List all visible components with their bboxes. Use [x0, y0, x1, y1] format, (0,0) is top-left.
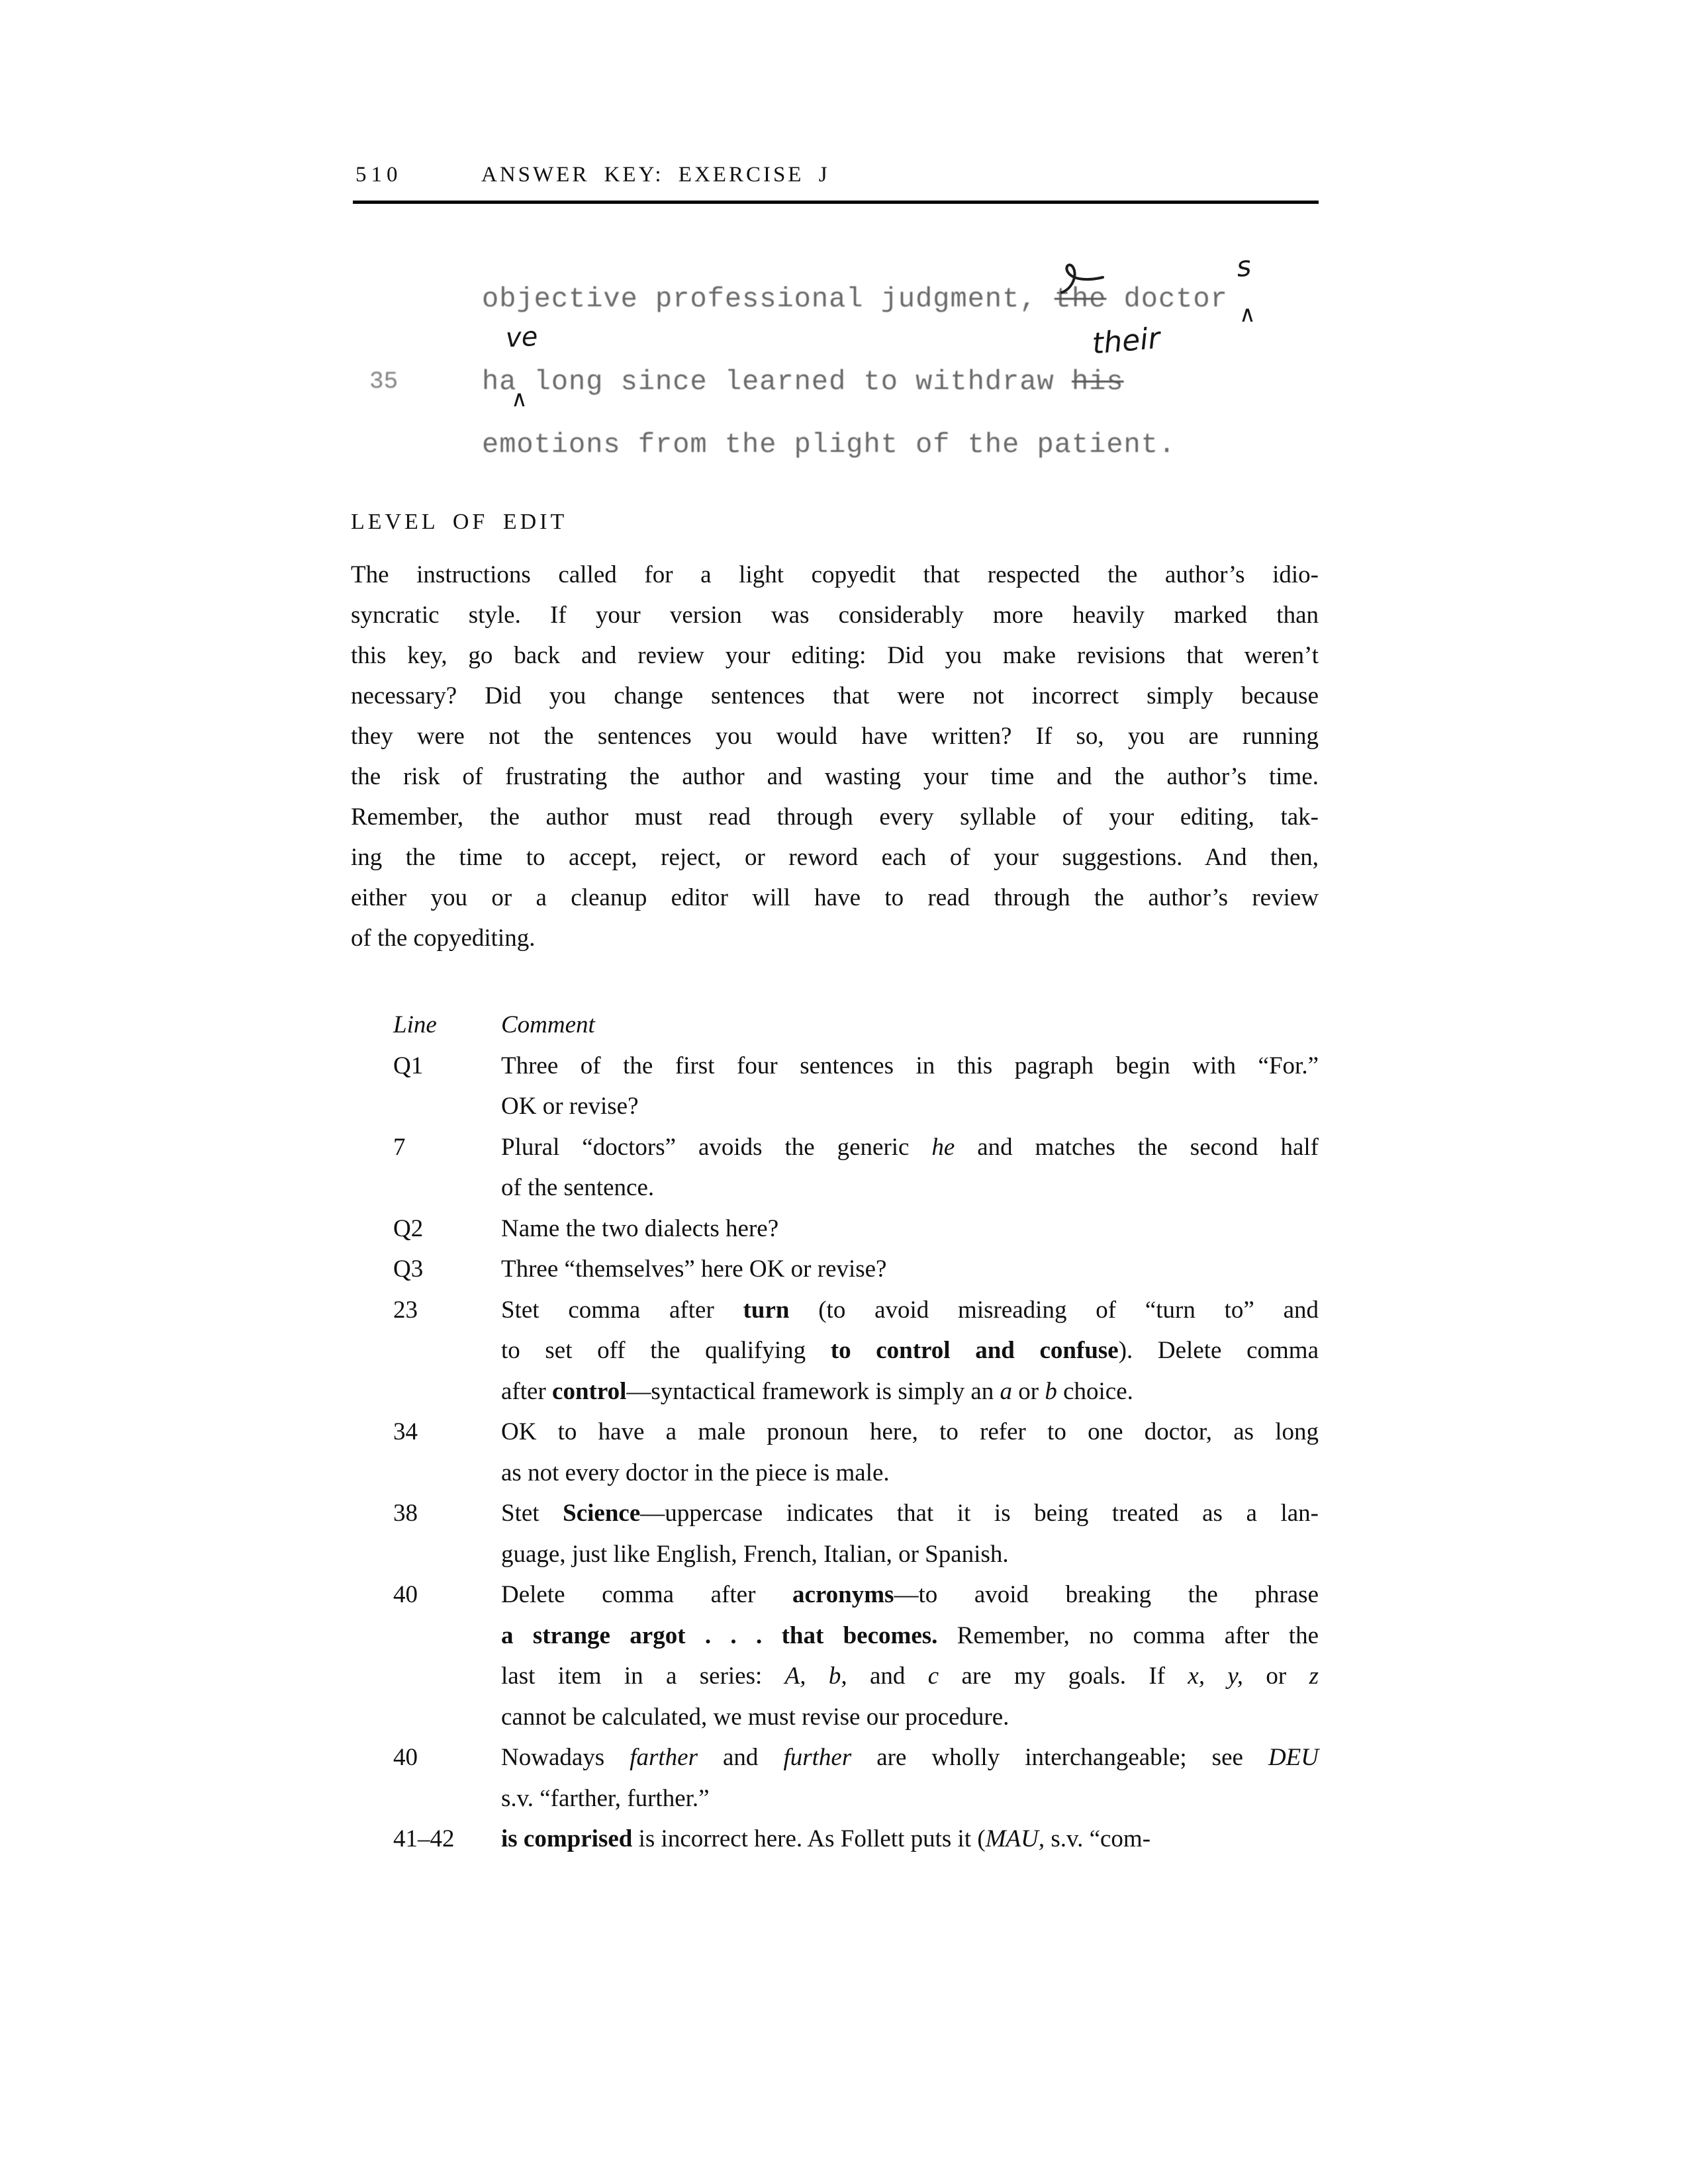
- comment-text: (to avoid misreading of “turn to” and: [789, 1296, 1319, 1324]
- comment-line: [501, 1453, 1319, 1494]
- comment-text: MAU,: [985, 1825, 1045, 1852]
- line-ref: 40: [393, 1581, 418, 1608]
- comment-text: of the sentence.: [501, 1174, 655, 1201]
- table-row: [351, 1249, 1319, 1290]
- comment-text: guage, just like English, French, Italian, or Spanish.: [501, 1540, 1009, 1568]
- line-ref: 40: [393, 1744, 418, 1771]
- comment-text: are my goals. If: [939, 1662, 1188, 1690]
- caret-icon: ∧: [511, 386, 528, 412]
- deleted-word-the: the: [1054, 283, 1107, 315]
- comment-cell: [501, 1249, 1319, 1290]
- comment-cell: [501, 1208, 1319, 1250]
- comment-text: Stet: [501, 1500, 563, 1527]
- comment-text: s.v. “com-: [1045, 1825, 1151, 1852]
- comment-text: as not every doctor in the piece is male.: [501, 1459, 890, 1486]
- comment-text: —uppercase indicates that it is being treated as a lan-: [640, 1500, 1319, 1527]
- comment-cell: [501, 1737, 1319, 1819]
- table-row: [351, 1127, 1319, 1208]
- comment-cell: [501, 1046, 1319, 1127]
- paragraph-line: Remember, the author must read through every syllable of your editing, tak-: [351, 803, 1319, 831]
- comment-text: Three “themselves” here OK or revise?: [501, 1255, 887, 1283]
- comment-text: z: [1309, 1662, 1319, 1690]
- comment-cell: [501, 1574, 1319, 1737]
- comment-text: and: [697, 1744, 784, 1771]
- comments-table: [351, 1005, 1319, 1860]
- comment-cell: [501, 1493, 1319, 1574]
- column-header-line: Line: [393, 1011, 437, 1038]
- table-row: [351, 1819, 1319, 1860]
- comment-text: last item in a series:: [501, 1662, 785, 1690]
- typed-text: doctor: [1106, 283, 1228, 315]
- comment-text: turn: [743, 1296, 790, 1324]
- comment-text: a: [1000, 1377, 1012, 1405]
- comment-line: [501, 1249, 1319, 1290]
- paragraph-line: syncratic style. If your version was considerably more heavily marked than: [351, 602, 1319, 629]
- comment-text: or: [1012, 1377, 1045, 1405]
- comment-text: choice.: [1056, 1377, 1133, 1405]
- comment-text: c: [927, 1662, 939, 1690]
- table-row: [351, 1208, 1319, 1250]
- comment-text: control: [552, 1377, 627, 1405]
- table-row: [351, 1290, 1319, 1412]
- comment-text: ). Delete comma: [1118, 1337, 1319, 1364]
- manuscript-line-2: [482, 366, 1124, 398]
- section-heading: LEVEL OF EDIT: [351, 510, 568, 534]
- comment-line: [501, 1534, 1319, 1575]
- comment-line: [501, 1290, 1319, 1331]
- comment-line: [501, 1493, 1319, 1534]
- line-ref: Q1: [393, 1052, 424, 1079]
- inserted-letter-s: s: [1235, 249, 1253, 284]
- comment-text: Nowadays: [501, 1744, 630, 1771]
- comment-text: after: [501, 1377, 553, 1405]
- comment-cell: [501, 1819, 1319, 1860]
- comment-text: OK to have a male pronoun here, to refer to one doctor, as long: [501, 1418, 1319, 1445]
- table-row: [351, 1046, 1319, 1127]
- comment-text: b: [1045, 1377, 1057, 1405]
- comment-text: acronyms: [792, 1581, 894, 1608]
- comment-line: [501, 1615, 1319, 1657]
- comment-text: s.v. “farther, further.”: [501, 1784, 710, 1812]
- running-head: ANSWER KEY: EXERCISE J: [481, 163, 830, 187]
- comment-text: DEU: [1268, 1744, 1319, 1771]
- comment-text: Name the two dialects here?: [501, 1214, 779, 1242]
- comment-text: or: [1243, 1662, 1309, 1690]
- paragraph-line: they were not the sentences you would have written? If so, you are running: [351, 723, 1319, 750]
- table-row: [351, 1737, 1319, 1819]
- comment-text: Three of the first four sentences in this pagraph begin with “For.”: [501, 1052, 1319, 1079]
- comment-text: and matches the second half: [955, 1133, 1319, 1161]
- comment-text: to control and confuse: [830, 1337, 1119, 1364]
- paragraph-line: The instructions called for a light copyedit that respected the author’s idio-: [351, 561, 1319, 588]
- paragraph-line: of the copyediting.: [351, 925, 536, 952]
- paragraph-line: necessary? Did you change sentences that were not incorrect simply because: [351, 682, 1319, 709]
- comment-text: Remember, no comma after the: [937, 1621, 1319, 1649]
- comment-line: [501, 1046, 1319, 1087]
- page-number: 510: [355, 163, 402, 187]
- comment-text: farther: [630, 1744, 698, 1771]
- table-header-row: [351, 1005, 1319, 1046]
- comment-line: [501, 1656, 1319, 1697]
- comment-line: [501, 1778, 1319, 1819]
- typed-text: objective professional judgment,: [482, 283, 1055, 315]
- line-ref: Q2: [393, 1214, 424, 1242]
- comment-text: and: [847, 1662, 928, 1690]
- deleted-word-his: his: [1071, 366, 1124, 398]
- comment-line: [501, 1737, 1319, 1778]
- comment-rows: [351, 1046, 1319, 1860]
- comment-cell: [501, 1127, 1319, 1208]
- line-ref: 23: [393, 1296, 418, 1324]
- comment-text: are wholly interchangeable; see: [851, 1744, 1268, 1771]
- comment-text: —syntactical framework is simply an: [626, 1377, 1000, 1405]
- comment-text: A, b,: [784, 1662, 847, 1690]
- manuscript-line-1: [482, 283, 1228, 315]
- comment-text: —to avoid breaking the phrase: [894, 1581, 1319, 1608]
- comment-text: cannot be calculated, we must revise our procedure.: [501, 1703, 1009, 1731]
- comment-text: is comprised: [501, 1825, 633, 1852]
- inserted-letters-ve: ve: [504, 321, 539, 354]
- comment-text: a strange argot . . . that becomes.: [501, 1621, 938, 1649]
- comment-line: [501, 1127, 1319, 1168]
- comment-text: Science: [563, 1500, 641, 1527]
- comment-cell: [501, 1290, 1319, 1412]
- typed-text: ha: [482, 366, 517, 398]
- comment-text: OK or revise?: [501, 1093, 639, 1120]
- comment-line: [501, 1167, 1319, 1208]
- paragraph-line: the risk of frustrating the author and wasting your time and the author’s time.: [351, 763, 1319, 790]
- table-row: [351, 1493, 1319, 1574]
- comment-text: Delete comma after: [501, 1581, 792, 1608]
- table-row: [351, 1412, 1319, 1493]
- comment-cell: [501, 1412, 1319, 1493]
- caret-icon: ∧: [1239, 301, 1256, 328]
- comment-text: x, y,: [1188, 1662, 1244, 1690]
- line-ref: 34: [393, 1418, 418, 1445]
- table-row: [351, 1574, 1319, 1737]
- manuscript-excerpt: [0, 0, 1688, 516]
- paragraph-line: this key, go back and review your editing: Did you make revisions that weren’t: [351, 642, 1319, 669]
- comment-text: he: [931, 1133, 955, 1161]
- comment-line: [501, 1208, 1319, 1250]
- comment-line: [501, 1371, 1319, 1412]
- line-ref: 41–42: [393, 1825, 455, 1852]
- comment-text: to set off the qualifying: [501, 1337, 831, 1364]
- comment-line: [501, 1412, 1319, 1453]
- line-ref: Q3: [393, 1255, 424, 1283]
- comment-line: [501, 1330, 1319, 1371]
- comment-text: Plural “doctors” avoids the generic: [501, 1133, 932, 1161]
- line-ref: 38: [393, 1500, 418, 1527]
- comment-line: [501, 1086, 1319, 1127]
- comment-text: is incorrect here. As Follett puts it (: [632, 1825, 986, 1852]
- replacement-word-their: their: [1090, 321, 1162, 361]
- column-header-comment: Comment: [501, 1011, 595, 1038]
- comment-text: Stet comma after: [501, 1296, 743, 1324]
- paragraph-line: either you or a cleanup editor will have to read through the author’s review: [351, 884, 1319, 911]
- comment-line: [501, 1574, 1319, 1615]
- manuscript-line-3: emotions from the plight of the patient.: [482, 429, 1176, 461]
- line-ref: 7: [393, 1133, 406, 1161]
- level-of-edit-paragraph: [351, 555, 1319, 958]
- comment-line: [501, 1819, 1319, 1860]
- paragraph-line: ing the time to accept, reject, or reword each of your suggestions. And then,: [351, 844, 1319, 871]
- typed-text: long since learned to withdraw: [516, 366, 1072, 398]
- comment-text: further: [783, 1744, 852, 1771]
- delete-mark-icon: [1058, 259, 1107, 295]
- comment-line: [501, 1697, 1319, 1738]
- manuscript-line-number: 35: [369, 368, 399, 395]
